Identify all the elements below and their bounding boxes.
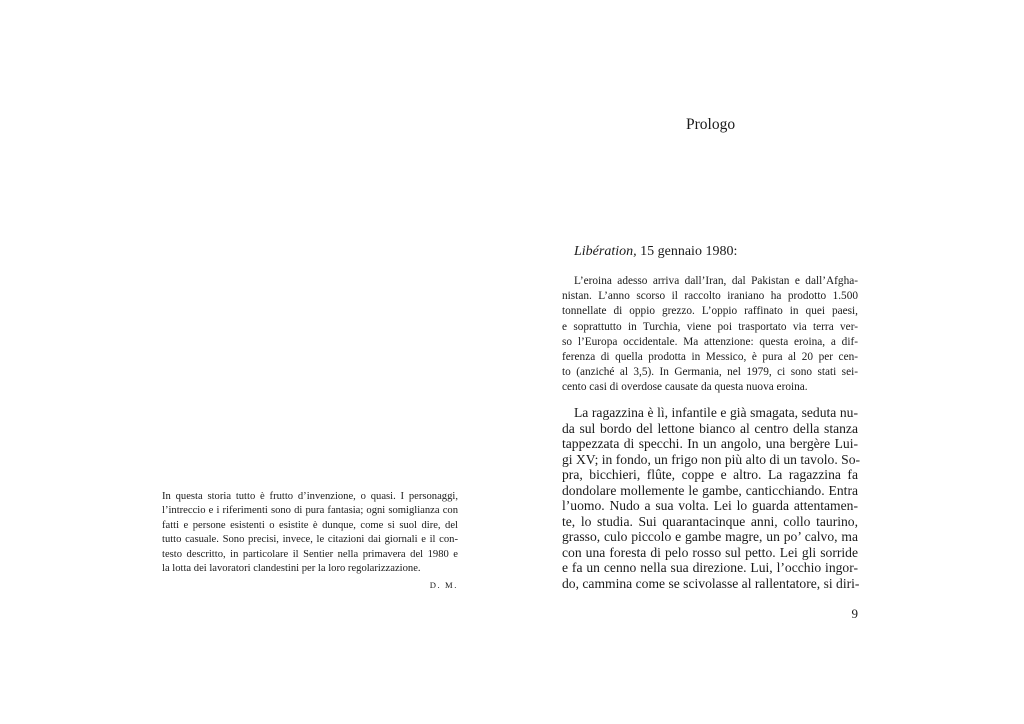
note-line: fatti e persone esistenti o esistite è dunque, come si suol dire, del (162, 519, 458, 531)
quote-heading (574, 244, 737, 260)
quote-date: 15 gennaio 1980: (640, 244, 738, 259)
body-line: do, cammina come se scivolasse al rallentatore, si diri- (562, 575, 860, 591)
body-line: e fa un cenno nella sua direzione. Lui, l’occhio ingor- (562, 560, 858, 575)
quote-source: Libération, (574, 244, 637, 259)
body-line: La ragazzina è lì, infantile e già smagata, seduta nu- (574, 405, 858, 420)
quote-line: e soprattutto in Turchia, viene poi trasportato via terra ver- (562, 320, 858, 333)
quote-line: nistan. L’anno scorso il raccolto iraniano ha prodotto 1.500 (562, 290, 858, 303)
note-line: In questa storia tutto è frutto d’invenzione, o quasi. I personaggi, (162, 491, 458, 502)
body-line: grasso, culo piccolo e gambe magre, un po’ calvo, ma (562, 529, 858, 544)
note-line: la lotta dei lavoratori clandestini per la loro regolarizzazione. (162, 563, 421, 575)
body-paragraph (562, 405, 861, 591)
body-line: tappezzata di specchi. In un angolo, una bergère Lui- (562, 436, 858, 451)
body-line: con una foresta di pelo rosso sul petto. Lei gli sorride (562, 544, 858, 560)
body-line: da sul bordo del lettone bianco al centro della stanza (562, 420, 858, 436)
quote-line: cento casi di overdose causate da questa nuova eroina. (562, 381, 808, 394)
body-line: dondolare mollemente le gambe, canticchiando. Entra (562, 482, 858, 498)
quote-line: ferenza di quella prodotta in Messico, è pura al 20 per cen- (562, 351, 858, 364)
note-line: l’intreccio e i riferimenti sono di pura fantasia; ogni somiglianza con (162, 505, 458, 517)
quote-line: so l’Europa occidentale. Ma attenzione: questa eroina, a dif- (562, 335, 858, 348)
quote-line: tonnellate di oppio grezzo. L’oppio raffinato in quei paesi, (562, 305, 858, 318)
quote-line: L’eroina adesso arriva dall’Iran, dal Pakistan e dall’Afgha- (574, 275, 858, 287)
body-line: l’uomo. Nudo a sua volta. Lei lo guarda attentamen- (562, 498, 858, 513)
page-number: 9 (851, 606, 858, 621)
note-line: testo descritto, in particolare il Sentier nella primavera del 1980 e (162, 548, 458, 560)
quote-line: to (anziché al 3,5). In Germania, nel 1979, ci sono stati sei- (562, 366, 858, 379)
body-line: te, lo studia. Sui quarantacinque anni, collo taurino, (562, 513, 858, 529)
note-signature: D. M. (429, 580, 458, 590)
note-line: tutto casuale. Sono precisi, invece, le citazioni dai giornali e il con- (162, 534, 458, 546)
newspaper-quote (562, 274, 858, 396)
body-line: gi XV; in fondo, un frigo non più alto di un tavolo. So- (562, 451, 861, 467)
body-line: pra, bicchieri, flûte, coppe e altro. La ragazzina fa (562, 467, 858, 482)
author-note (162, 490, 458, 576)
chapter-title: Prologo (686, 116, 736, 133)
